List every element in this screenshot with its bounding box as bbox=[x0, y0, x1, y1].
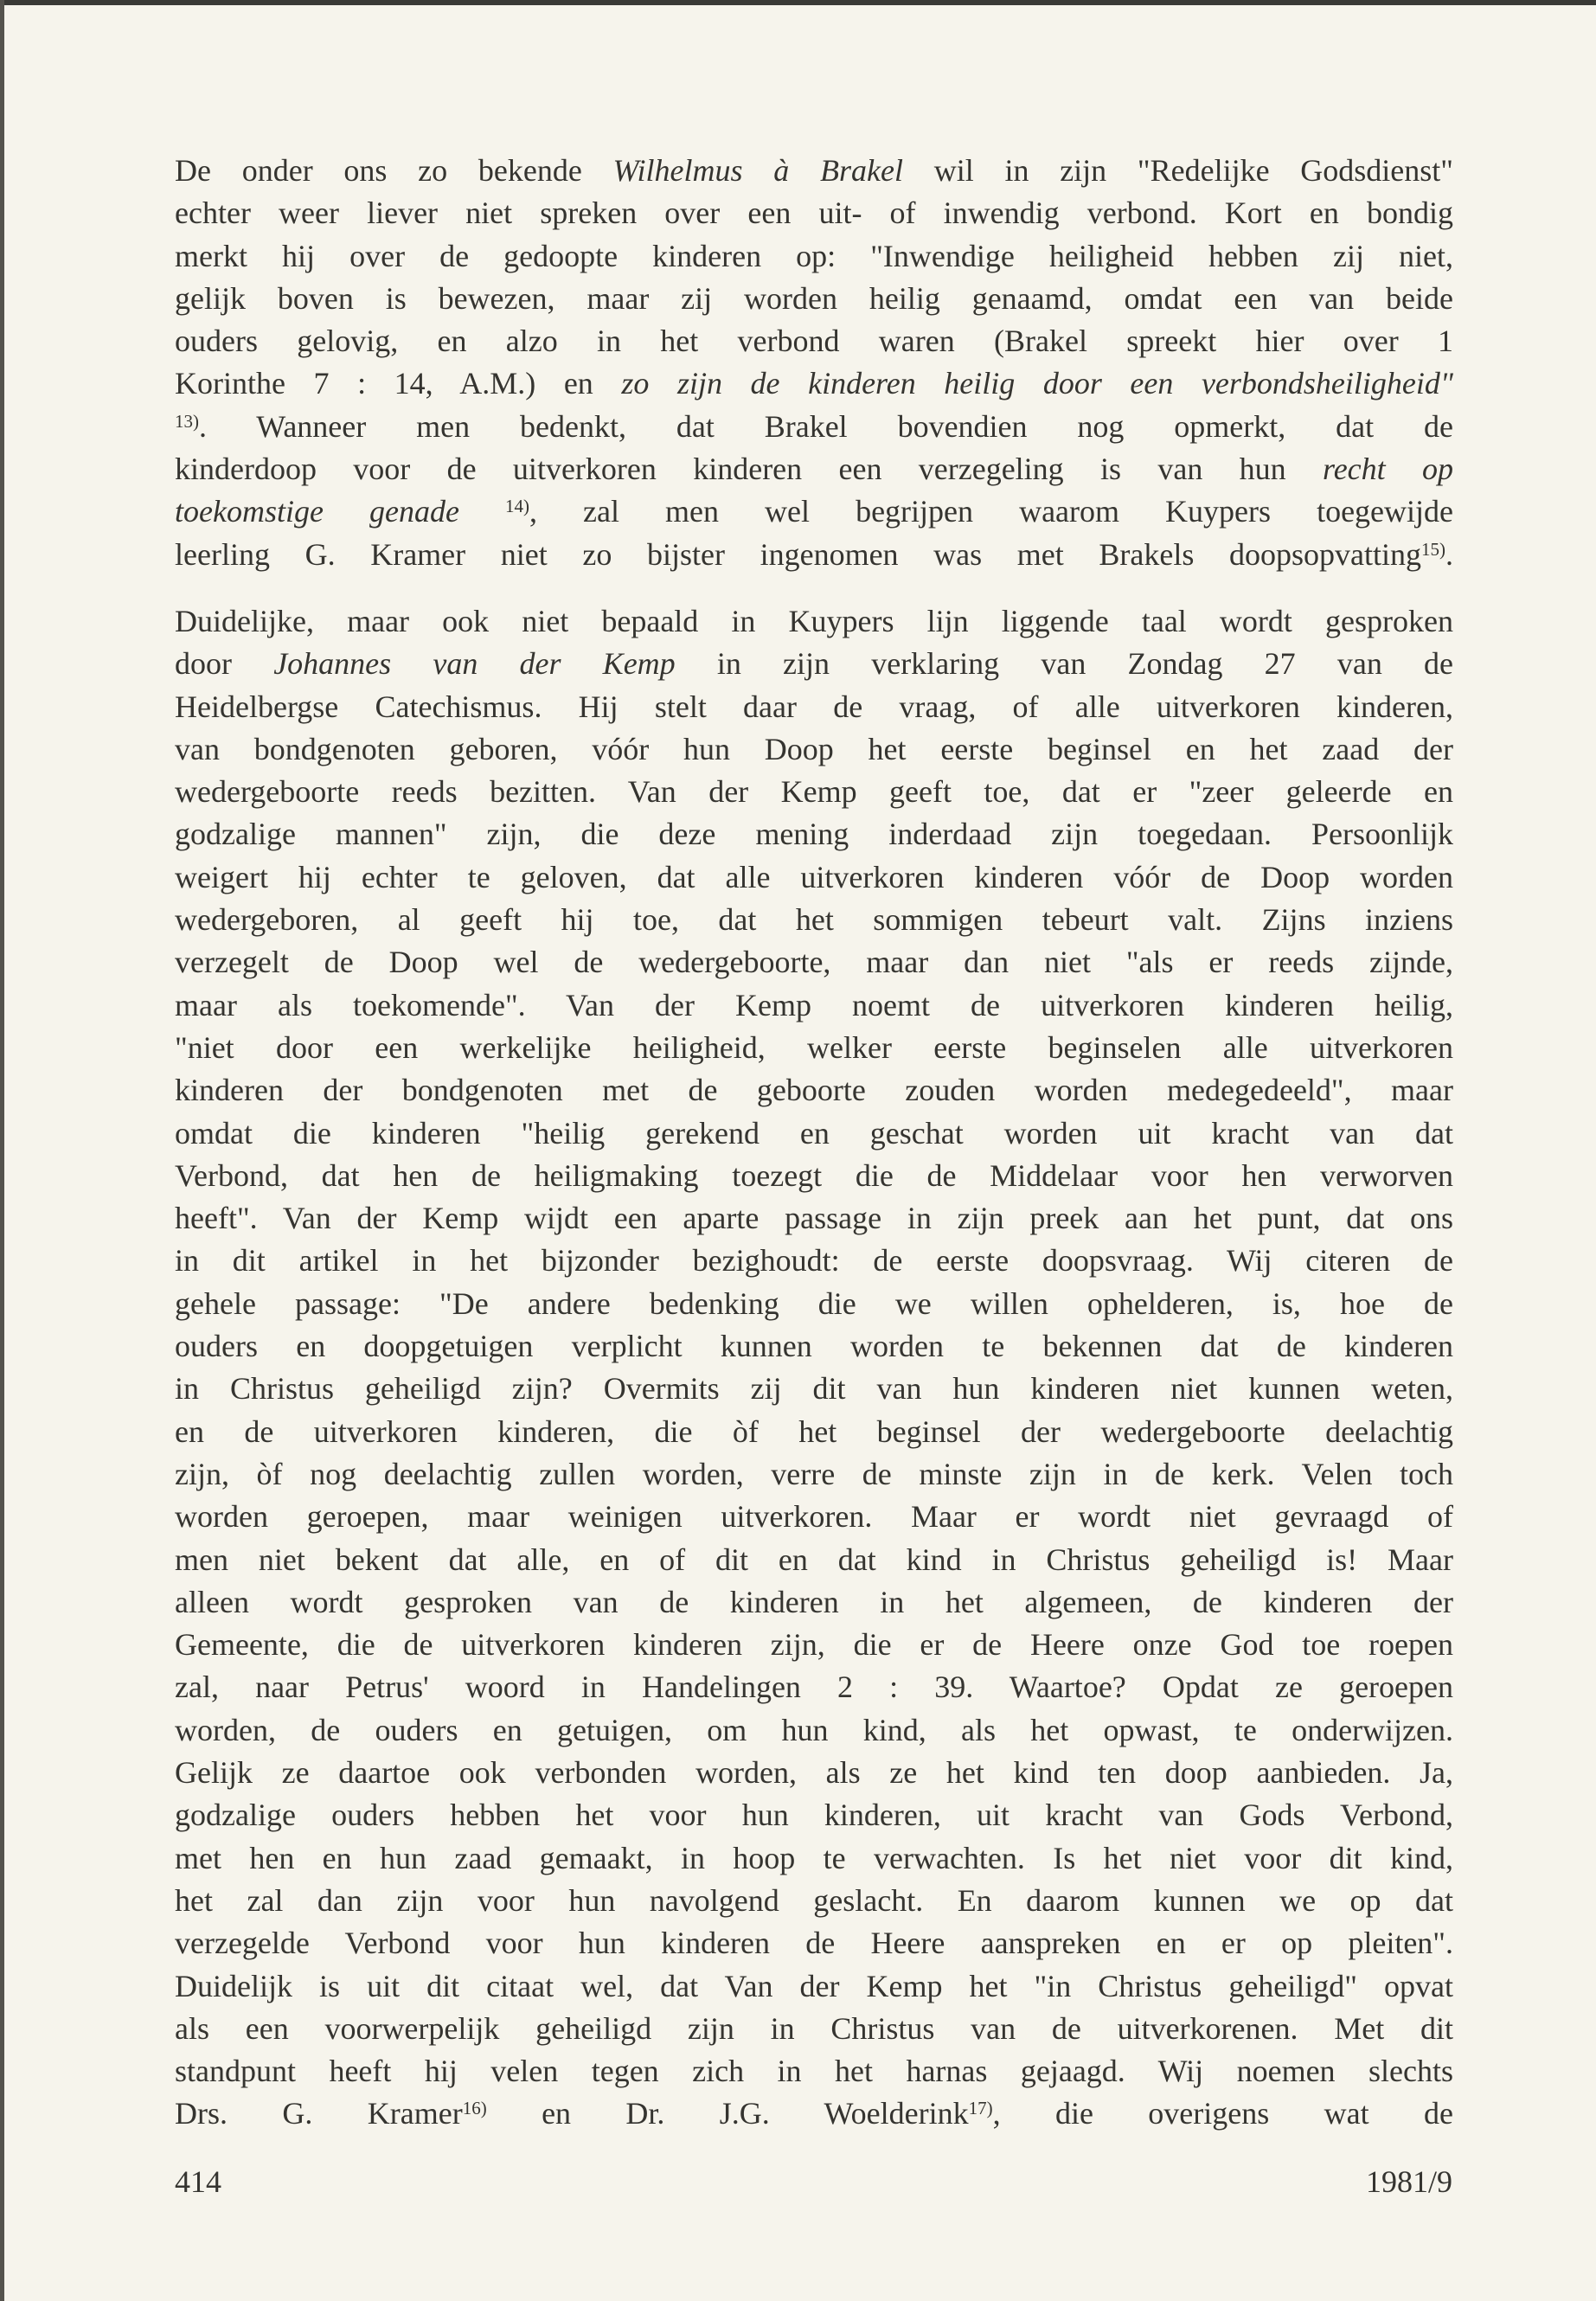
text-line bbox=[175, 1752, 1453, 1794]
text-run: echter weer liever niet spreken over een uit- of inwendig verbond. Kort en bondig bbox=[175, 195, 1453, 231]
issue-number: 1981/9 bbox=[1365, 2164, 1452, 2199]
footnote-ref: 15) bbox=[1421, 538, 1445, 560]
italic-text: Wilhelmus à Brakel bbox=[612, 153, 903, 188]
text-run: en Dr. J.G. Woelderink bbox=[486, 2096, 969, 2131]
text-run: zal, naar Petrus' woord in Handelingen 2 : 39. Waartoe? Opdat ze geroepen bbox=[175, 1670, 1453, 1705]
text-run: Gelijk ze daartoe ook verbonden worden, als ze het kind ten doop aanbieden. Ja, bbox=[175, 1755, 1453, 1791]
footnote-ref: 17) bbox=[968, 2098, 993, 2119]
text-line bbox=[175, 686, 1453, 728]
text-line bbox=[175, 362, 1453, 405]
text-run: godzalige ouders hebben het voor hun kinderen, uit kracht van Gods Verbond, bbox=[175, 1798, 1453, 1833]
text-run: ouders en doopgetuigen verplicht kunnen worden te bekennen dat de kinderen bbox=[175, 1329, 1453, 1364]
text-line bbox=[175, 1581, 1453, 1624]
text-line bbox=[175, 406, 1453, 448]
paragraph-brakel bbox=[175, 150, 1453, 576]
text-run: in zijn verklaring van Zondag 27 van de bbox=[675, 646, 1453, 682]
text-run: standpunt heeft hij velen tegen zich in het harnas gejaagd. Wij noemen slechts bbox=[175, 2054, 1453, 2089]
text-line bbox=[175, 1069, 1453, 1112]
scan-border-top bbox=[0, 0, 1596, 5]
text-run: , die overigens wat de bbox=[992, 2096, 1453, 2131]
text-run: van bondgenoten geboren, vóór hun Doop het eerste beginsel en het zaad der bbox=[175, 731, 1453, 766]
text-line bbox=[175, 1794, 1453, 1836]
text-run: wil in zijn "Redelijke Godsdienst" bbox=[902, 153, 1453, 188]
text-line bbox=[175, 2008, 1453, 2050]
text-run: in dit artikel in het bijzonder bezighoudt: de eerste doopsvraag. Wij citeren de bbox=[175, 1243, 1453, 1279]
text-line bbox=[175, 490, 1453, 533]
text-line bbox=[175, 150, 1453, 192]
text-run: . Wanneer men bedenkt, dat Brakel bovendien nog opmerkt, dat de bbox=[199, 408, 1453, 444]
text-run: Heidelbergse Catechismus. Hij stelt daar de vraag, of alle uitverkoren kinderen, bbox=[175, 689, 1453, 724]
text-run: Verbond, dat hen de heiligmaking toezegt die de Middelaar voor hen verworven bbox=[175, 1157, 1453, 1193]
text-run: leerling G. Kramer niet zo bijster ingenomen was met Brakels doopsopvatting bbox=[175, 536, 1421, 572]
text-line bbox=[175, 1922, 1453, 1965]
text-line bbox=[175, 941, 1453, 984]
text-run: kinderen der bondgenoten met de geboorte zouden worden medegedeeld", maar bbox=[175, 1073, 1453, 1108]
text-line bbox=[175, 856, 1453, 899]
text-run: en de uitverkoren kinderen, die òf het beginsel der wedergeboorte deelachtig bbox=[175, 1413, 1453, 1449]
text-run: Drs. G. Kramer bbox=[175, 2096, 463, 2131]
text-run: door bbox=[175, 646, 274, 682]
text-run: De onder ons zo bekende bbox=[175, 153, 613, 188]
footnote-ref: 14) bbox=[505, 496, 529, 517]
text-line bbox=[175, 728, 1453, 771]
text-line bbox=[175, 1155, 1453, 1197]
text-line bbox=[175, 534, 1453, 576]
text-line bbox=[175, 278, 1453, 320]
text-line bbox=[175, 1965, 1453, 2008]
text-line bbox=[175, 1368, 1453, 1410]
text-line bbox=[175, 235, 1453, 278]
text-run: gelijk boven is bewezen, maar zij worden heilig genaamd, omdat een van beide bbox=[175, 280, 1453, 316]
text-line bbox=[175, 1880, 1453, 1922]
text-run: omdat die kinderen "heilig gerekend en geschat worden uit kracht van dat bbox=[175, 1115, 1453, 1150]
text-run: ouders gelovig, en alzo in het verbond waren (Brakel spreekt hier over 1 bbox=[175, 324, 1453, 359]
text-run: , zal men wel begrijpen waarom Kuypers toegewijde bbox=[529, 494, 1453, 529]
text-run: kinderdoop voor de uitverkoren kinderen een verzegeling is van hun bbox=[175, 452, 1324, 487]
italic-text: toekomstige genade bbox=[175, 494, 459, 529]
text-run: zijn, òf nog deelachtig zullen worden, verre de minste zijn in de kerk. Velen toch bbox=[175, 1456, 1453, 1491]
text-run: godzalige mannen" zijn, die deze mening inderdaad zijn toegedaan. Persoonlijk bbox=[175, 817, 1453, 852]
text-run: als een voorwerpelijk geheiligd zijn in Christus van de uitverkorenen. Met dit bbox=[175, 2010, 1453, 2046]
italic-text: zo zijn de kinderen heilig door een verbondsheiligheid" bbox=[621, 366, 1453, 401]
text-run: worden geroepen, maar weinigen uitverkoren. Maar er wordt niet gevraagd of bbox=[175, 1499, 1453, 1535]
text-line bbox=[175, 600, 1453, 643]
text-line bbox=[175, 771, 1453, 813]
text-run: heeft". Van der Kemp wijdt een aparte passage in zijn preek aan het punt, dat ons bbox=[175, 1201, 1453, 1236]
text-run: met hen en hun zaad gemaakt, in hoop te verwachten. Is het niet voor dit kind, bbox=[175, 1840, 1453, 1875]
text-line bbox=[175, 1539, 1453, 1581]
scan-border-left bbox=[0, 0, 4, 2301]
text-run: . bbox=[1445, 536, 1453, 572]
text-line bbox=[175, 1027, 1453, 1069]
text-line bbox=[175, 1837, 1453, 1880]
text-line bbox=[175, 643, 1453, 685]
text-run: merkt hij over de gedoopte kinderen op: "Inwendige heiligheid hebben zij niet, bbox=[175, 238, 1453, 273]
text-run: verzegelt de Doop wel de wedergeboorte, maar dan niet "als er reeds zijnde, bbox=[175, 945, 1453, 980]
text-line bbox=[175, 984, 1453, 1027]
text-run: men niet bekent dat alle, en of dit en dat kind in Christus geheiligd is! Maar bbox=[175, 1541, 1453, 1577]
text-run: wedergeboorte reeds bezitten. Van der Kemp geeft toe, dat er "zeer geleerde en bbox=[175, 774, 1453, 810]
text-line bbox=[175, 192, 1453, 234]
text-run: Gemeente, die de uitverkoren kinderen zijn, die er de Heere onze God toe roepen bbox=[175, 1627, 1453, 1663]
footnote-ref: 16) bbox=[462, 2098, 487, 2119]
text-line bbox=[175, 1411, 1453, 1453]
text-line bbox=[175, 1666, 1453, 1708]
text-line bbox=[175, 448, 1453, 490]
text-line bbox=[175, 1240, 1453, 1282]
page-number: 414 bbox=[175, 2164, 221, 2199]
text-run bbox=[459, 494, 505, 529]
text-run: in Christus geheiligd zijn? Overmits zij dit van hun kinderen niet kunnen weten, bbox=[175, 1371, 1453, 1407]
text-line bbox=[175, 320, 1453, 362]
text-run: alleen wordt gesproken van de kinderen in het algemeen, de kinderen der bbox=[175, 1584, 1453, 1619]
text-run: worden, de ouders en getuigen, om hun kind, als het opwast, te onderwijzen. bbox=[175, 1712, 1453, 1747]
text-line bbox=[175, 899, 1453, 941]
text-run: Duidelijk is uit dit citaat wel, dat Van der Kemp het "in Christus geheiligd" opvat bbox=[175, 1968, 1453, 2003]
text-run: het zal dan zijn voor hun navolgend geslacht. En daarom kunnen we op dat bbox=[175, 1882, 1453, 1918]
text-run: Korinthe 7 : 14, A.M.) en bbox=[175, 366, 622, 401]
paragraph-van-der-kemp bbox=[175, 600, 1453, 2136]
text-line bbox=[175, 1624, 1453, 1666]
text-line bbox=[175, 2093, 1453, 2135]
text-line bbox=[175, 1709, 1453, 1752]
text-line bbox=[175, 1283, 1453, 1325]
text-line bbox=[175, 813, 1453, 856]
text-run: verzegelde Verbond voor hun kinderen de Heere aanspreken en er op pleiten". bbox=[175, 1926, 1453, 1961]
text-run: maar als toekomende". Van der Kemp noemt de uitverkoren kinderen heilig, bbox=[175, 987, 1453, 1022]
text-run: wedergeboren, al geeft hij toe, dat het sommigen tebeurt valt. Zijns inziens bbox=[175, 902, 1453, 938]
text-line bbox=[175, 1112, 1453, 1155]
text-line bbox=[175, 1453, 1453, 1496]
text-run: gehele passage: "De andere bedenking die we willen ophelderen, is, hoe de bbox=[175, 1285, 1453, 1321]
italic-text: recht op bbox=[1323, 452, 1453, 487]
text-line bbox=[175, 1325, 1453, 1368]
italic-text: Johannes van der Kemp bbox=[273, 646, 676, 682]
text-line bbox=[175, 1496, 1453, 1538]
text-line bbox=[175, 2050, 1453, 2093]
text-run: weigert hij echter te geloven, dat alle uitverkoren kinderen vóór de Doop worden bbox=[175, 859, 1453, 894]
text-run: "niet door een werkelijke heiligheid, welker eerste beginselen alle uitverkoren bbox=[175, 1029, 1453, 1065]
text-run: Duidelijke, maar ook niet bepaald in Kuypers lijn liggende taal wordt gesproken bbox=[175, 604, 1453, 638]
footnote-ref: 13) bbox=[175, 410, 199, 432]
text-line bbox=[175, 1197, 1453, 1240]
